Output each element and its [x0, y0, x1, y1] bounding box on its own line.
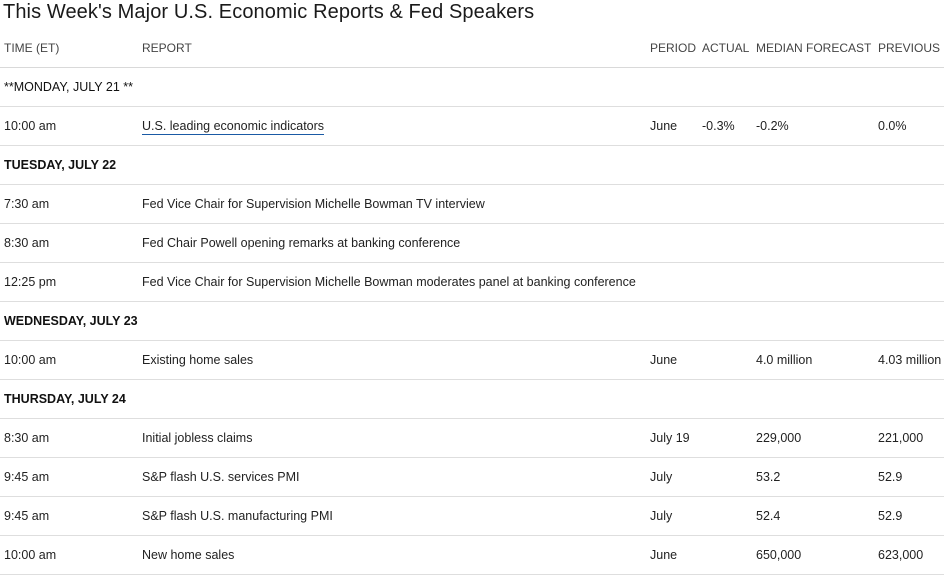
cell-previous: 4.03 million	[874, 341, 944, 380]
cell-period: July	[646, 458, 698, 497]
cell-median-forecast	[752, 185, 874, 224]
cell-report	[138, 107, 646, 146]
cell-report: Fed Vice Chair for Supervision Michelle Bowman TV interview	[138, 185, 646, 224]
day-label: **MONDAY, JULY 21 **	[0, 68, 944, 107]
day-label: THURSDAY, JULY 24	[0, 380, 944, 419]
cell-previous	[874, 224, 944, 263]
table-row	[0, 458, 944, 497]
cell-report: Initial jobless claims	[138, 419, 646, 458]
cell-time: 10:00 am	[0, 341, 138, 380]
cell-report: S&P flash U.S. manufacturing PMI	[138, 497, 646, 536]
cell-median-forecast: 52.4	[752, 497, 874, 536]
header-row	[0, 28, 944, 68]
cell-previous: 52.9	[874, 458, 944, 497]
cell-period	[646, 224, 698, 263]
table-row	[0, 419, 944, 458]
cell-time: 10:00 am	[0, 107, 138, 146]
cell-time: 9:45 am	[0, 497, 138, 536]
table-row	[0, 341, 944, 380]
cell-median-forecast	[752, 224, 874, 263]
report-link[interactable]: U.S. leading economic indicators	[142, 119, 325, 133]
cell-actual	[698, 419, 752, 458]
cell-period: June	[646, 107, 698, 146]
cell-time: 8:30 am	[0, 224, 138, 263]
cell-actual: -0.3%	[698, 107, 752, 146]
cell-period: July	[646, 497, 698, 536]
cell-median-forecast: 650,000	[752, 536, 874, 575]
cell-period: June	[646, 341, 698, 380]
cell-period	[646, 185, 698, 224]
cell-previous: 623,000	[874, 536, 944, 575]
col-header-time: TIME (ET)	[0, 28, 138, 68]
cell-period: July 19	[646, 419, 698, 458]
cell-time: 8:30 am	[0, 419, 138, 458]
cell-period: June	[646, 536, 698, 575]
economic-calendar-table	[0, 28, 944, 575]
col-header-actual: ACTUAL	[698, 28, 752, 68]
cell-median-forecast: 53.2	[752, 458, 874, 497]
cell-report: Existing home sales	[138, 341, 646, 380]
cell-previous: 52.9	[874, 497, 944, 536]
cell-median-forecast: 229,000	[752, 419, 874, 458]
cell-median-forecast: -0.2%	[752, 107, 874, 146]
cell-report: S&P flash U.S. services PMI	[138, 458, 646, 497]
col-header-median-forecast: MEDIAN FORECAST	[752, 28, 874, 68]
col-header-period: PERIOD	[646, 28, 698, 68]
day-label: WEDNESDAY, JULY 23	[0, 302, 944, 341]
cell-actual	[698, 536, 752, 575]
cell-time: 10:00 am	[0, 536, 138, 575]
cell-actual	[698, 341, 752, 380]
table-row	[0, 263, 944, 302]
cell-report: Fed Vice Chair for Supervision Michelle Bowman moderates panel at banking conference	[138, 263, 944, 302]
day-section-row	[0, 68, 944, 107]
cell-previous: 221,000	[874, 419, 944, 458]
table-row	[0, 224, 944, 263]
cell-actual	[698, 458, 752, 497]
table-row	[0, 536, 944, 575]
cell-previous: 0.0%	[874, 107, 944, 146]
table-row	[0, 497, 944, 536]
cell-report: New home sales	[138, 536, 646, 575]
page-title: This Week's Major U.S. Economic Reports & Fed Speakers	[3, 1, 535, 23]
cell-previous	[874, 185, 944, 224]
cell-time: 12:25 pm	[0, 263, 138, 302]
cell-actual	[698, 185, 752, 224]
table-row	[0, 185, 944, 224]
cell-actual	[698, 497, 752, 536]
day-section-row	[0, 380, 944, 419]
col-header-previous: PREVIOUS	[874, 28, 944, 68]
cell-time: 9:45 am	[0, 458, 138, 497]
table-row	[0, 107, 944, 146]
cell-time: 7:30 am	[0, 185, 138, 224]
day-label: TUESDAY, JULY 22	[0, 146, 944, 185]
cell-actual	[698, 224, 752, 263]
col-header-report: REPORT	[138, 28, 646, 68]
cell-report: Fed Chair Powell opening remarks at banking conference	[138, 224, 646, 263]
cell-median-forecast: 4.0 million	[752, 341, 874, 380]
day-section-row	[0, 302, 944, 341]
day-section-row	[0, 146, 944, 185]
